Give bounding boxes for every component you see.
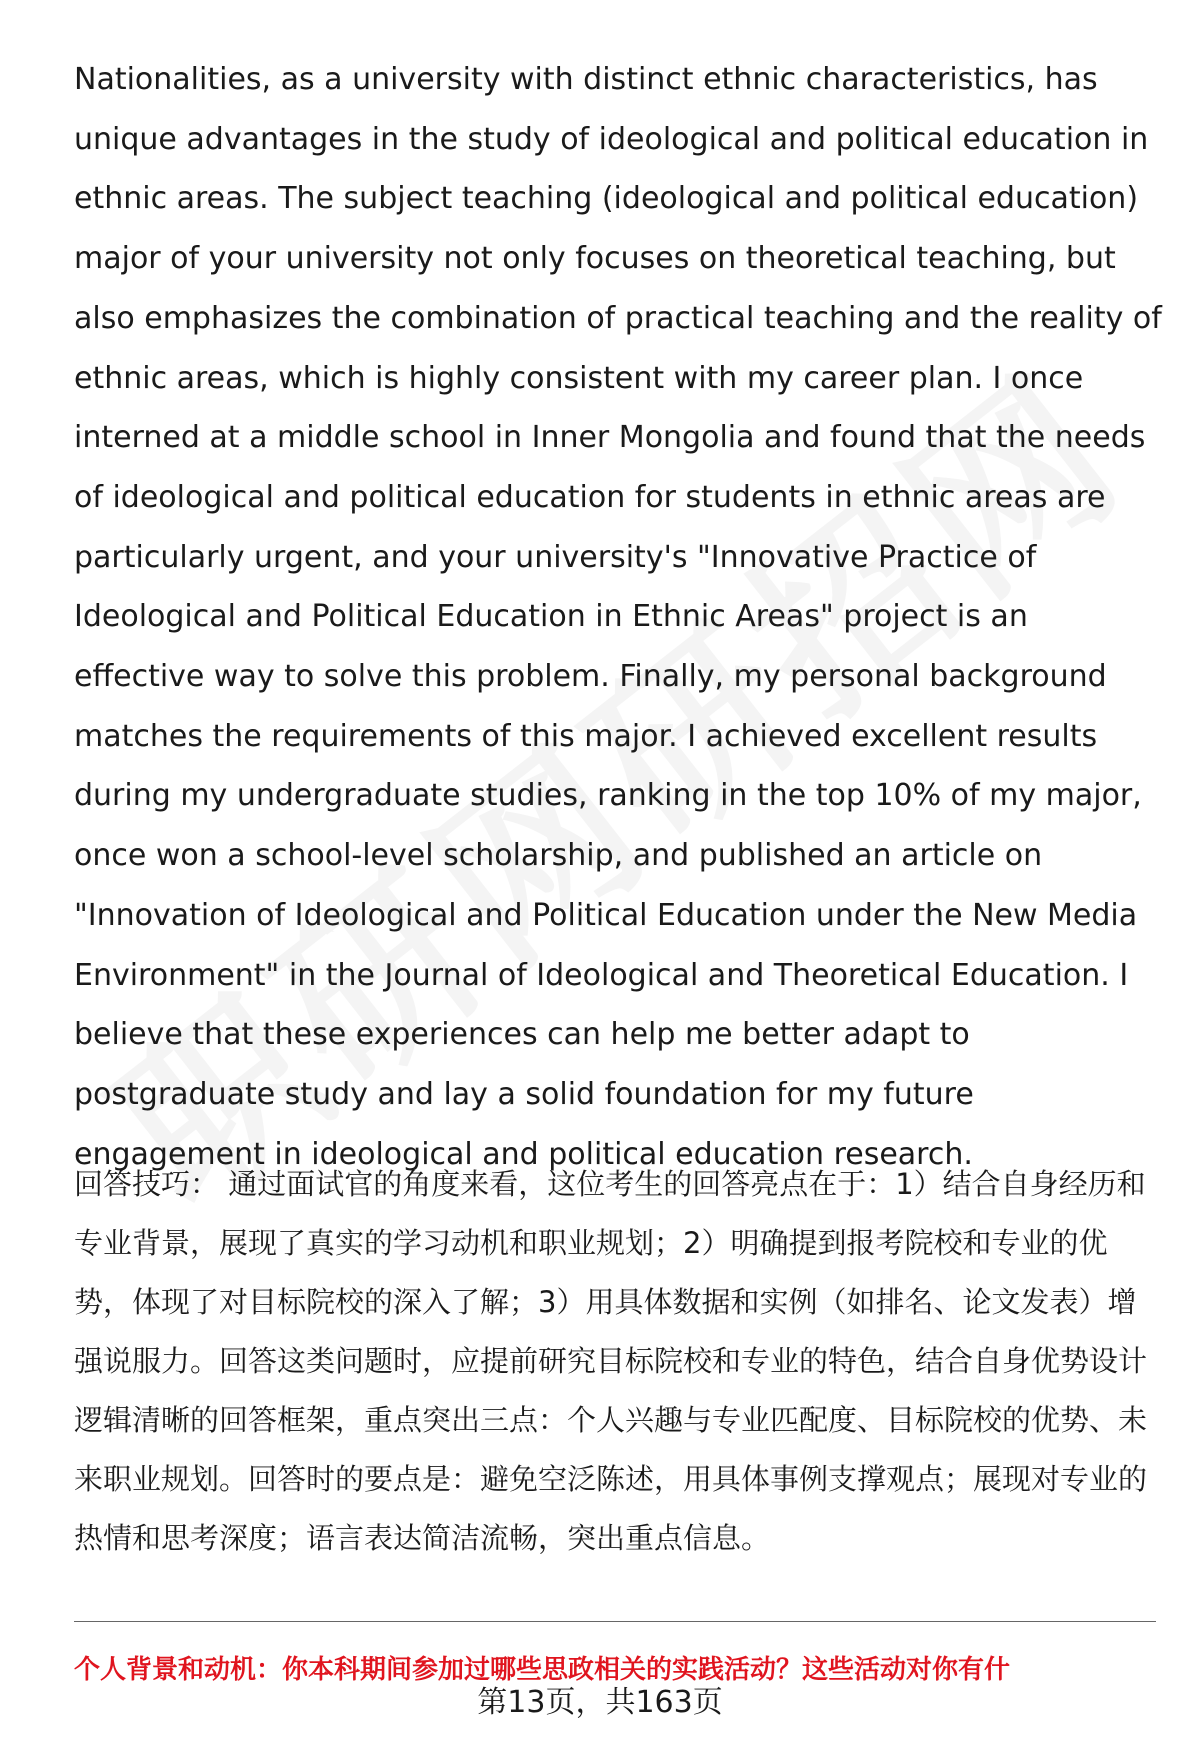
answer-tips-paragraph: 回答技巧： 通过面试官的角度来看，这位考生的回答亮点在于：1）结合自身经历和专业背景，展现了真实的学习动机和职业规划；2）明确提到报考院校和专业的优势，体现了对目标院校的深入了解；3）用具体数据和实例（如排名、论文发表）增强说服力。回答这类问题时，应提前研究目标院校和专业的特色，结合自身优势设计逻辑清晰的回答框架，重点突出三点：个人兴趣与专业匹配度、目标院校的优势、未来职业规划。回答时的要点是：避免空泛陈述，用具体事例支撑观点；展现对专业的热情和思考深度；语言表达简洁流畅，突出重点信息。 bbox=[74, 1167, 1148, 1555]
document-page bbox=[74, 50, 1164, 1184]
answer-english-paragraph: Nationalities, as a university with distinct ethnic characteristics, has unique advantages in the study of ideological and political education in ethnic areas. The subject teaching (ideological and political education) major of your university not only focuses on theoretical teaching, but also emphasizes the combination of practical teaching and the reality of ethnic areas, which is highly consistent with my career plan. I once interned at a middle school in Inner Mongolia and found that the needs of ideological and political education for students in ethnic areas are particularly urgent, and your university's "Innovative Practice of Ideological and Political Education in Ethnic Areas" project is an effective way to solve this problem. Finally, my personal background matches the requirements of this major. I achieved excellent results during my undergraduate studies, ranking in the top 10% of my major, once won a school-level scholarship, and published an article on "Innovation of Ideological and Political Education under the New Media Environment" in the Journal of Ideological and Theoretical Education. I believe that these experiences can help me better adapt to postgraduate study and lay a solid foundation for my future engagement in ideological and political education research. bbox=[74, 62, 1162, 1172]
next-question-heading: 个人背景和动机：你本科期间参加过哪些思政相关的实践活动？这些活动对你有什 bbox=[74, 1655, 1011, 1685]
page-number-footer: 第13页，共163页 bbox=[477, 1685, 723, 1720]
section-divider bbox=[74, 1621, 1156, 1622]
